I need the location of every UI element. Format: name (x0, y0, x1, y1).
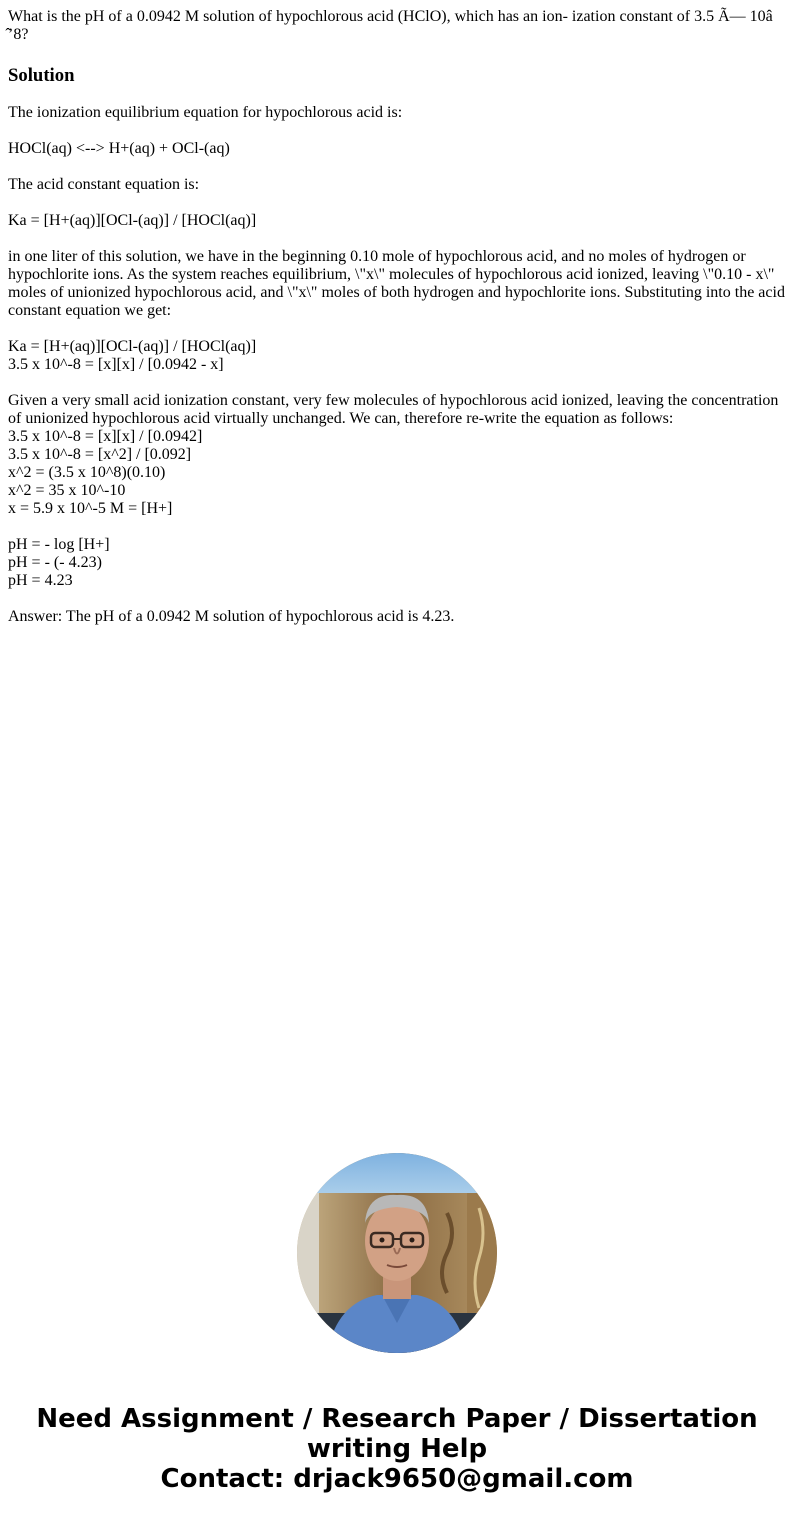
solution-paragraph (8, 248, 786, 320)
solution-line: in one liter of this solution, we have in the beginning 0.10 mole of hypochlorous acid, and no moles of hydrogen or hypochlorite ions. As the system reaches equilibrium, \"x\" molecules of hypochlorous acid ionized, leaving \"0.10 - x\" moles of unionized hypochlorous acid, and \"x\" moles of both hydrogen and hypochlorite ions. Substituting into the acid constant equation we get: (8, 248, 785, 319)
solution-line: Given a very small acid ionization constant, very few molecules of hypochlorous acid ionized, leaving the concentration of unionized hypochlorous acid virtually unchanged. We can, therefore re-write the equation as follows: (8, 392, 779, 427)
solution-line: pH = 4.23 (8, 572, 73, 589)
footer-contact-email: Contact: drjack9650@gmail.com (160, 1464, 634, 1494)
solution-line: 3.5 x 10^-8 = [x^2] / [0.092] (8, 446, 192, 463)
solution-line: 3.5 x 10^-8 = [x][x] / [0.0942 - x] (8, 356, 224, 373)
solution-paragraph (8, 536, 786, 590)
solution-line: 3.5 x 10^-8 = [x][x] / [0.0942] (8, 428, 203, 445)
solution-paragraph (8, 338, 786, 374)
document-body (8, 8, 786, 644)
solution-line: pH = - (- 4.23) (8, 554, 102, 571)
solution-line: HOCl(aq) <--> H+(aq) + OCl-(aq) (8, 140, 230, 157)
solution-line: Answer: The pH of a 0.0942 M solution of hypochlorous acid is 4.23. (8, 608, 455, 625)
solution-body (8, 104, 786, 626)
solution-heading: Solution (8, 65, 75, 86)
solution-paragraph (8, 140, 786, 158)
solution-line: x^2 = 35 x 10^-10 (8, 482, 126, 499)
solution-line: The acid constant equation is: (8, 176, 200, 193)
solution-paragraph (8, 212, 786, 230)
solution-line: Ka = [H+(aq)][OCl-(aq)] / [HOCl(aq)] (8, 212, 257, 229)
author-photo-illustration (297, 1153, 497, 1353)
solution-line: x^2 = (3.5 x 10^8)(0.10) (8, 464, 166, 481)
solution-line: The ionization equilibrium equation for hypochlorous acid is: (8, 104, 403, 121)
author-avatar (297, 1153, 497, 1353)
solution-paragraph (8, 608, 786, 626)
question-text: What is the pH of a 0.0942 M solution of hypochlorous acid (HClO), which has an ion- ization constant of 3.5 Ã— 10â ̂’8? (8, 8, 773, 43)
contact-footer (0, 1404, 794, 1494)
solution-paragraph (8, 176, 786, 194)
solution-paragraph (8, 392, 786, 518)
solution-line: pH = - log [H+] (8, 536, 110, 553)
solution-paragraph (8, 104, 786, 122)
footer-line-2: writing Help (306, 1434, 488, 1464)
solution-line: x = 5.9 x 10^-5 M = [H+] (8, 500, 173, 517)
solution-line: Ka = [H+(aq)][OCl-(aq)] / [HOCl(aq)] (8, 338, 257, 355)
footer-line-1: Need Assignment / Research Paper / Dissertation (36, 1404, 758, 1434)
